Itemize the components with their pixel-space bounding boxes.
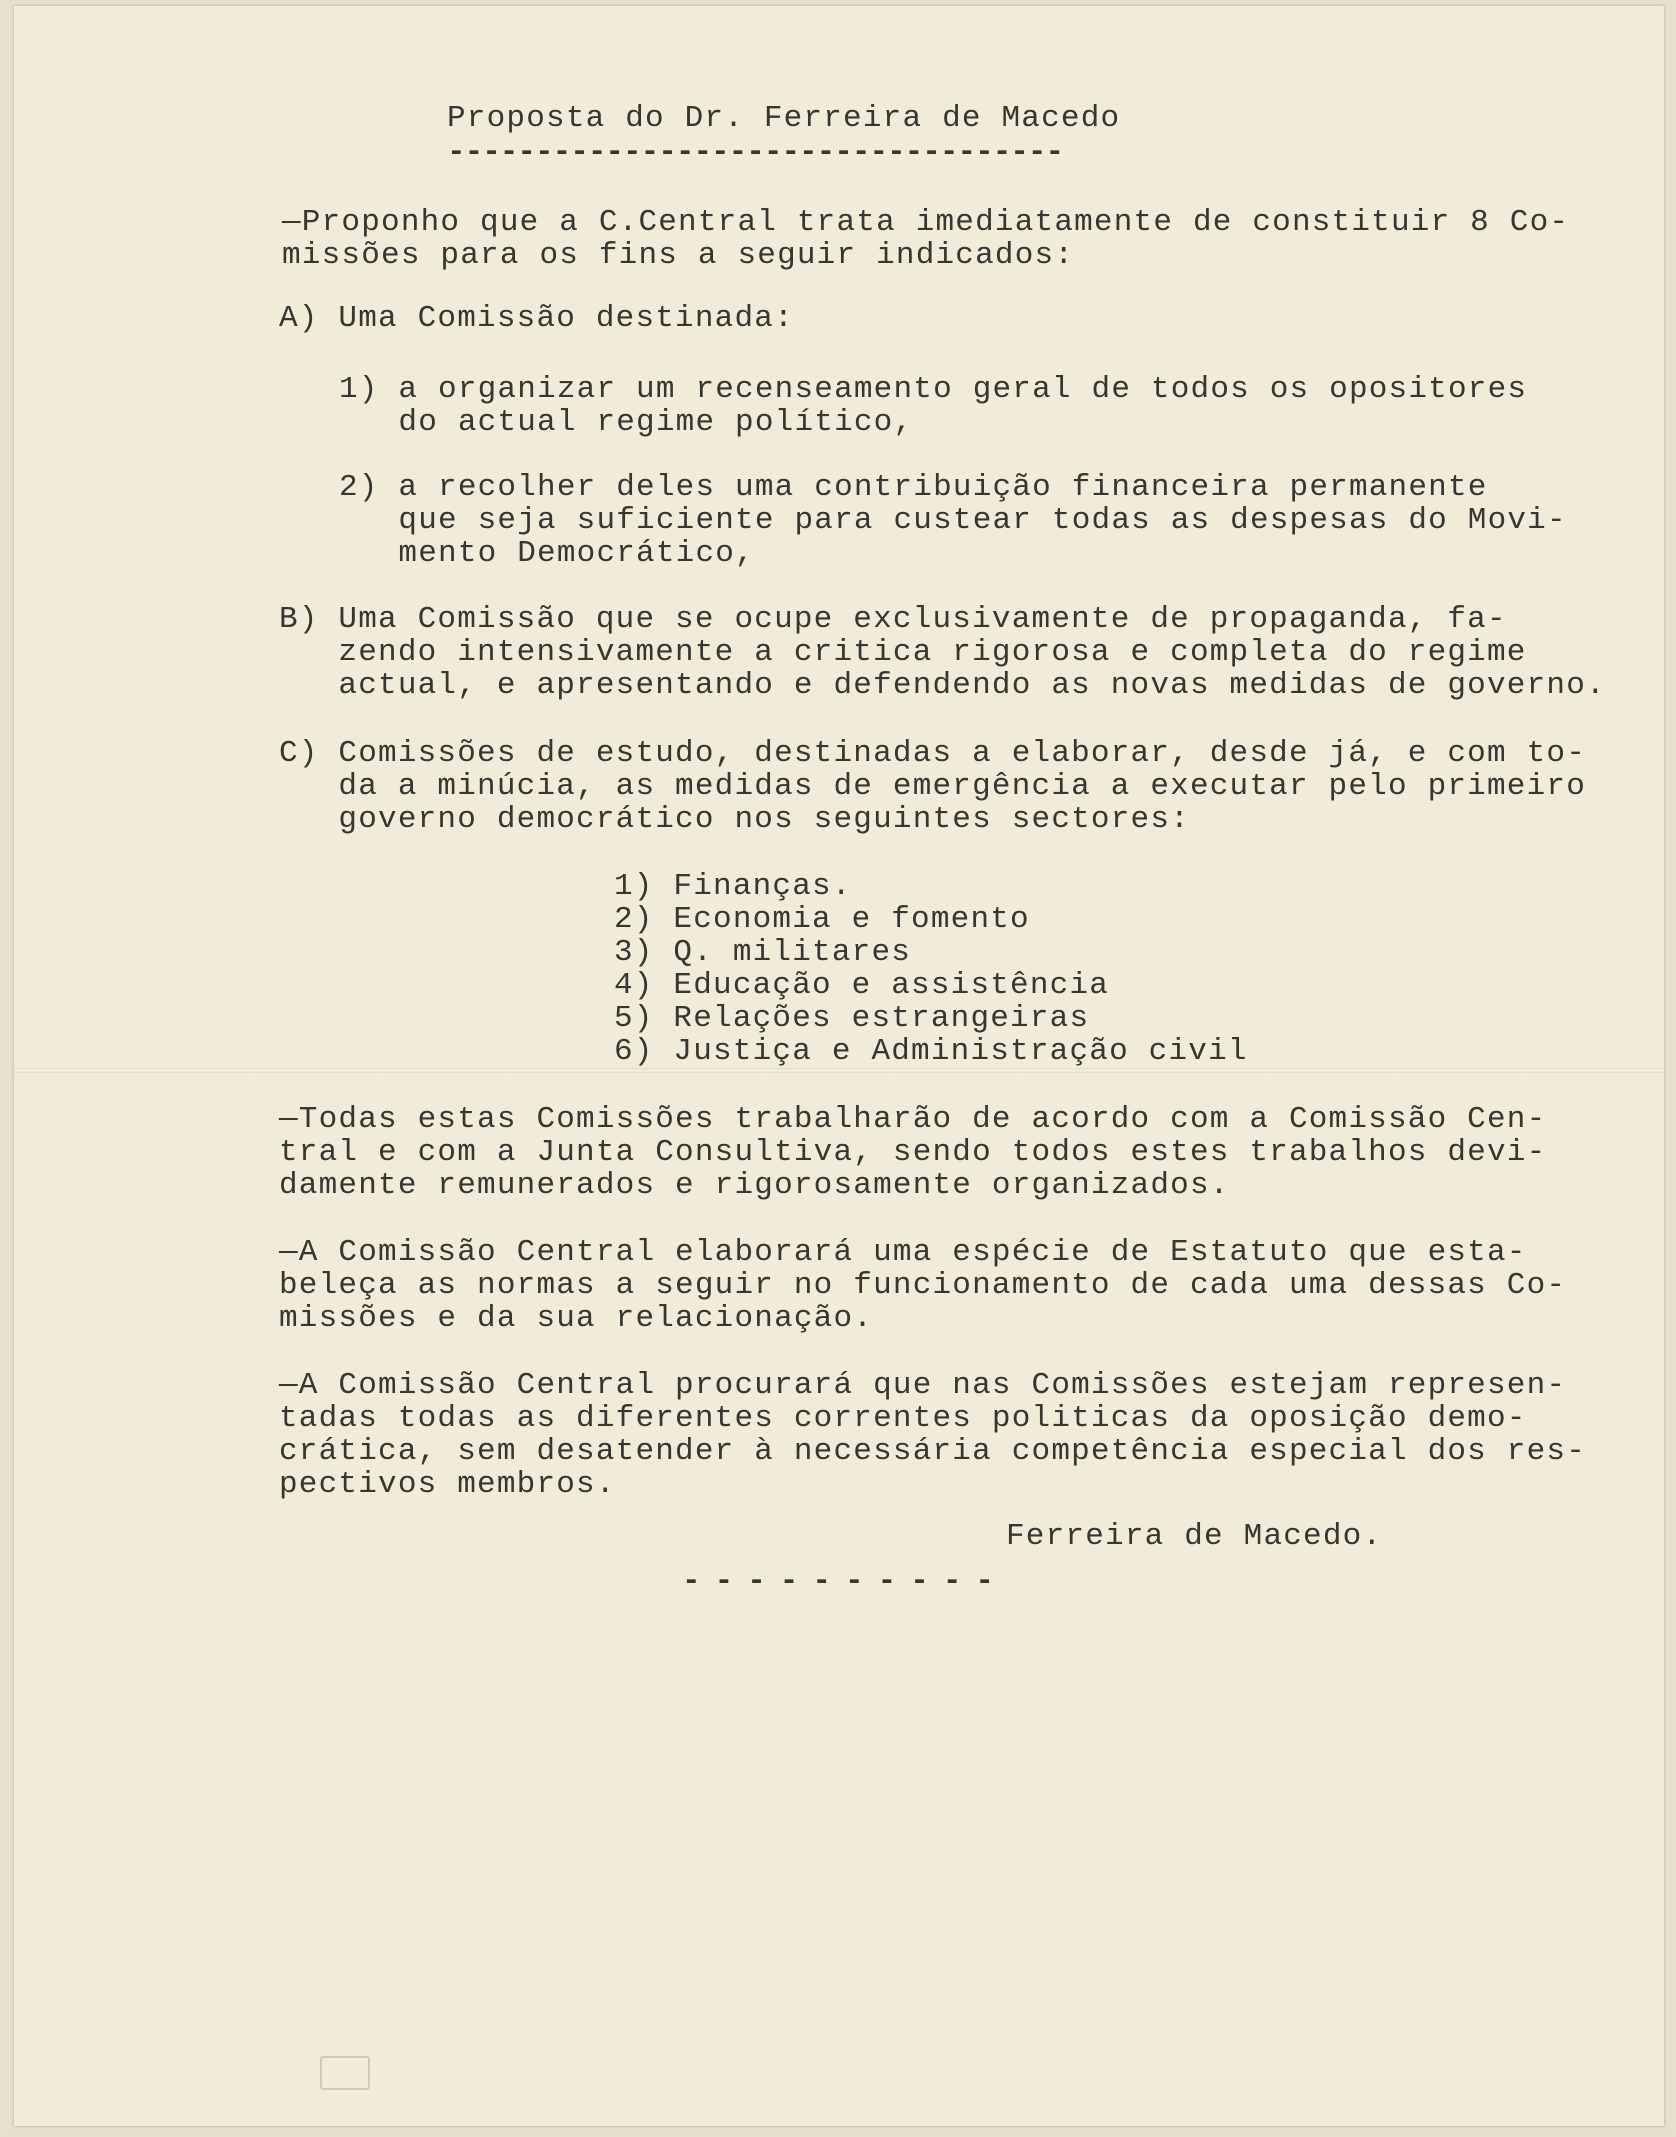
document-page xyxy=(14,6,1664,2126)
intro-line-2: missões para os fins a seguir indicados: xyxy=(282,238,1075,273)
sector-item: 6) Justiça e Administração civil xyxy=(614,1034,1248,1069)
sector-item: 2) Economia e fomento xyxy=(614,902,1030,937)
paragraph-1-line1: —Todas estas Comissões trabalharão de acordo com a Comissão Cen- xyxy=(279,1102,1547,1137)
section-b-line1: B) Uma Comissão que se ocupe exclusivamente de propaganda, fa- xyxy=(279,602,1507,637)
paragraph-2-line1: —A Comissão Central elaborará uma espécie de Estatuto que esta- xyxy=(279,1235,1527,1270)
section-a-item2-line3: mento Democrático, xyxy=(339,536,755,571)
paragraph-3-line3: crática, sem desatender à necessária competência especial dos res- xyxy=(279,1434,1586,1469)
sector-item: 4) Educação e assistência xyxy=(614,968,1110,1003)
sector-item: 1) Finanças. xyxy=(614,869,852,904)
paragraph-2-line2: beleça as normas a seguir no funcionamento de cada uma dessas Co- xyxy=(279,1268,1567,1303)
section-b-line2: zendo intensivamente a critica rigorosa e completa do regime xyxy=(279,635,1527,670)
section-a-heading: A) Uma Comissão destinada: xyxy=(279,301,794,336)
section-a-item2-line1: 2) a recolher deles uma contribuição financeira permanente xyxy=(339,470,1488,505)
title-underline: ----------------------------------- xyxy=(447,135,1064,170)
section-b-line3: actual, e apresentando e defendendo as novas medidas de governo. xyxy=(279,668,1606,703)
signature: Ferreira de Macedo. xyxy=(1006,1519,1383,1554)
sector-item: 5) Relações estrangeiras xyxy=(614,1001,1090,1036)
paragraph-3-line2: tadas todas as diferentes correntes politicas da oposição demo- xyxy=(279,1401,1527,1436)
section-c-line1: C) Comissões de estudo, destinadas a elaborar, desde já, e com to- xyxy=(279,736,1586,771)
paragraph-1-line3: damente remunerados e rigorosamente organizados. xyxy=(279,1168,1230,1203)
paragraph-3-line1: —A Comissão Central procurará que nas Comissões estejam represen- xyxy=(279,1368,1567,1403)
paragraph-1-line2: tral e com a Junta Consultiva, sendo todos estes trabalhos devi- xyxy=(279,1135,1547,1170)
section-a-item2-line2: que seja suficiente para custear todas as despesas do Movi- xyxy=(339,503,1567,538)
paragraph-3-line4: pectivos membros. xyxy=(279,1467,616,1502)
intro-line-1: —Proponho que a C.Central trata imediatamente de constituir 8 Co- xyxy=(282,205,1570,240)
archive-stamp xyxy=(320,2056,370,2090)
document-title: Proposta do Dr. Ferreira de Macedo xyxy=(447,101,1121,136)
section-c-line2: da a minúcia, as medidas de emergência a executar pelo primeiro xyxy=(279,769,1586,804)
section-c-line3: governo democrático nos seguintes sectores: xyxy=(279,802,1190,837)
closing-dashes: ---------- xyxy=(682,1564,1009,1599)
section-a-item1-line1: 1) a organizar um recenseamento geral de todos os opositores xyxy=(339,372,1528,407)
paragraph-2-line3: missões e da sua relacionação. xyxy=(279,1301,874,1336)
sector-item: 3) Q. militares xyxy=(614,935,912,970)
section-a-item1-line2: do actual regime político, xyxy=(339,405,914,440)
